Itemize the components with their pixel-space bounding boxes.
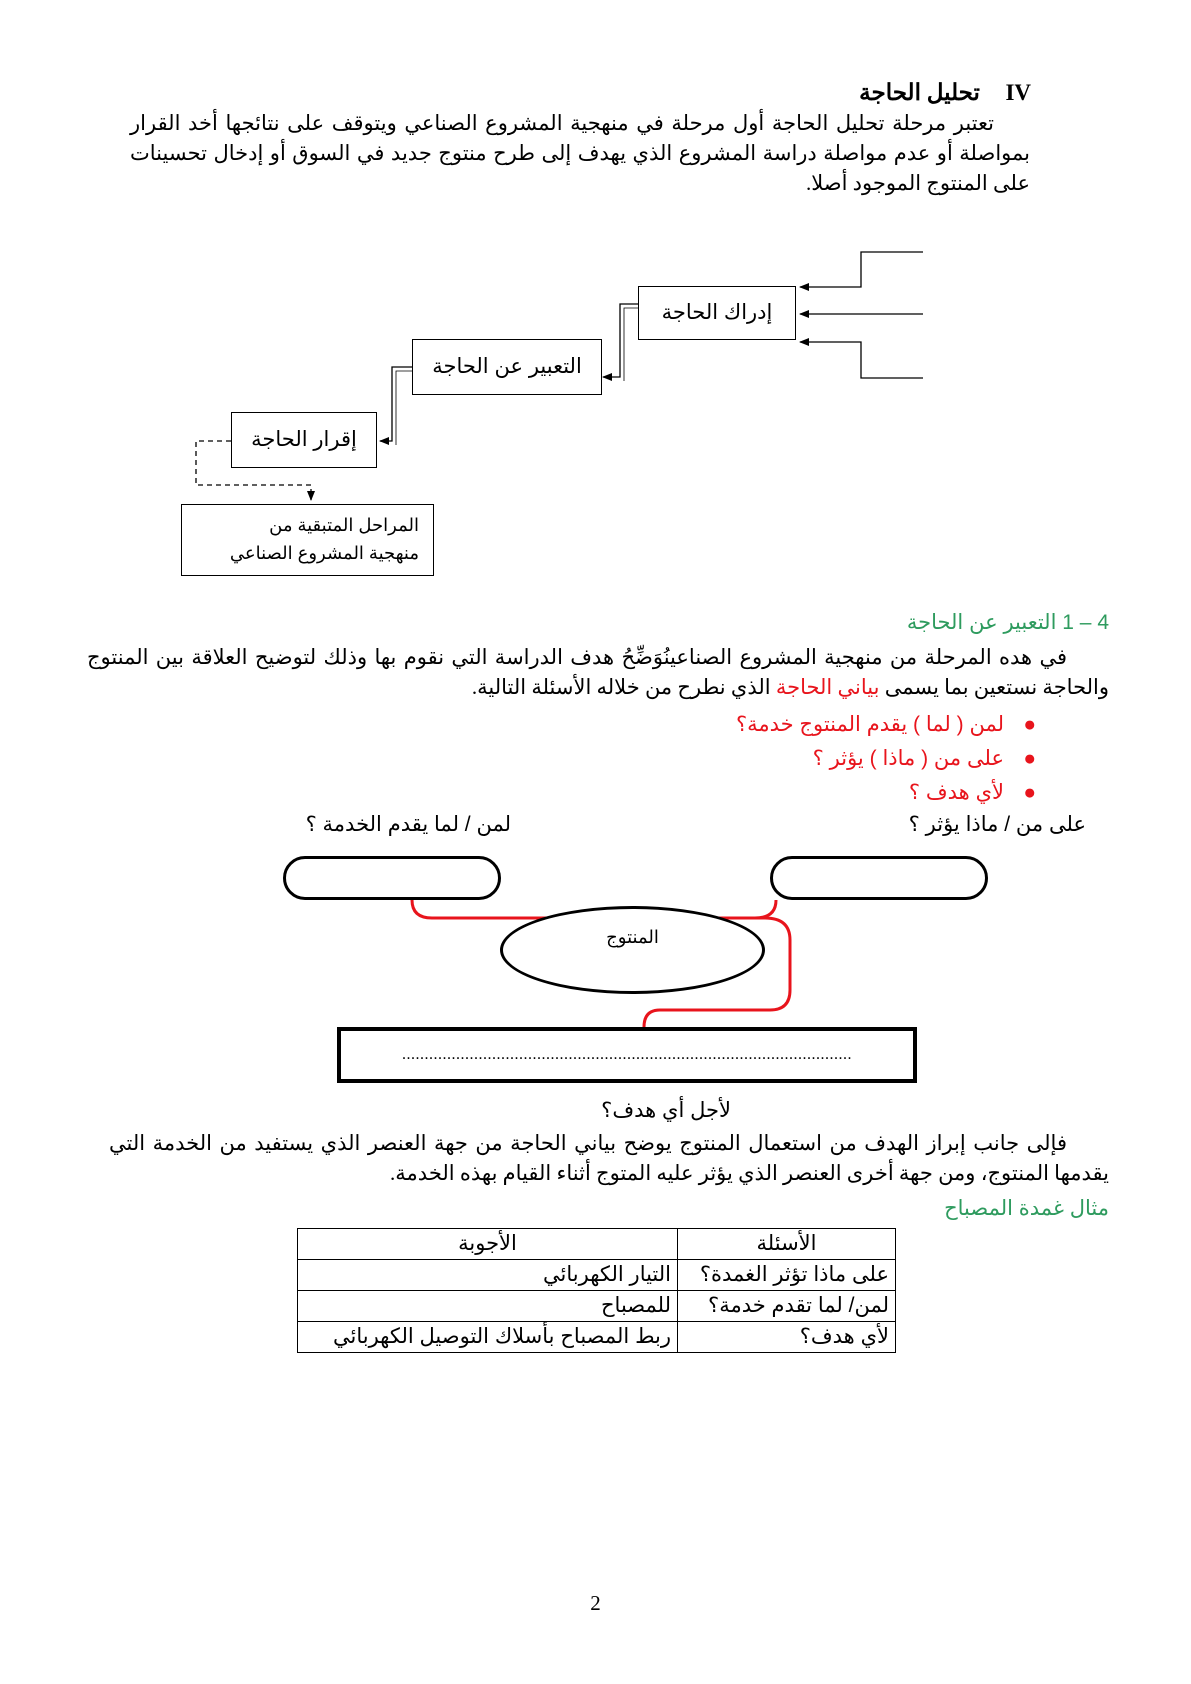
subsection-paragraph: في هده المرحلة من منهجية المشروع الصناعينُوَضِّحُ هدف الدراسة التي نقوم بها وذلك لتوضيح العلاقة بين المنتوج والحاجة نستعين بما يسمى بياني الحاجة الذي نطرح من خلاله الأسئلة التالية. [87,645,1109,699]
table-row: لأي هدف؟ ربط المصباح بأسلاك التوصيل الكهربائي [298,1322,896,1353]
input-arrow-bottom [800,342,923,378]
product-label: المنتوج [606,927,659,947]
serves-box [283,856,501,900]
section-number: IV [1005,80,1031,105]
flow-box-need-expression: التعبير عن الحاجة [412,339,602,395]
header-questions: الأسئلة [678,1229,896,1260]
table-row: على ماذا تؤثر الغمدة؟ التيار الكهربائي [298,1260,896,1291]
flow-box-need-approval: إقرار الحاجة [231,412,377,468]
flow-box-need-awareness: إدراك الحاجة [638,286,796,340]
purpose-dots: .................................................................................................... [402,1046,852,1063]
purpose-box [337,1027,917,1083]
header-answers: الأجوبة [298,1229,678,1260]
need-diagram-term: بياني الحاجة [775,675,880,699]
table-row: لمن/ لما تقدم خدمة؟ للمصباح [298,1291,896,1322]
acts-on-box [770,856,988,900]
purpose-label: لأجل أي هدف؟ [601,1099,731,1122]
question-list [736,708,1036,810]
section-title-text: تحليل الحاجة [859,80,980,105]
example-table [297,1228,896,1353]
input-arrow-top [800,252,923,287]
question-item: ●لمن ( لما ) يقدم المنتوج خدمة؟ [735,713,1036,736]
explanation-paragraph: فإلى جانب إبراز الهدف من استعمال المنتوج يوضح بياني الحاجة من جهة العنصر الذي يستفيد من الخدمة التي يقدمها المنتوج، ومن جهة أخرى العنصر الذي يؤثر عليه المتوج أثناء القيام بهذه الخدمة. [109,1131,1109,1185]
product-ellipse [500,906,765,994]
intro-paragraph: تعتبر مرحلة تحليل الحاجة أول مرحلة في منهجية المشروع الصناعي ويتوقف على نتائجها أخد القرار بمواصلة أو عدم مواصلة دراسة المشروع الذي يهدف إلى طرح منتوج جديد في السوق أو إدخال تحسينات على المنتوج الموجود أصلا. [130,111,1030,195]
flow-box-remaining-stages: المراحل المتبقية من منهجية المشروع الصناعي [181,504,434,576]
diagram-label-acts-on: على من / ماذا يؤثر ؟ [908,813,1086,836]
diagram-label-serves: لمن / لما يقدم الخدمة ؟ [305,813,511,836]
page-number: 2 [590,1591,601,1615]
example-heading: مثال غمدة المصباح [944,1197,1109,1220]
arrow-step1-step2 [603,304,638,377]
question-item: ●على من ( ماذا ) يؤثر ؟ [812,747,1036,770]
question-item: ●لأي هدف ؟ [908,781,1036,804]
subsection-heading: 4 – 1 التعبير عن الحاجة [906,611,1109,634]
table-header-row [298,1229,896,1260]
